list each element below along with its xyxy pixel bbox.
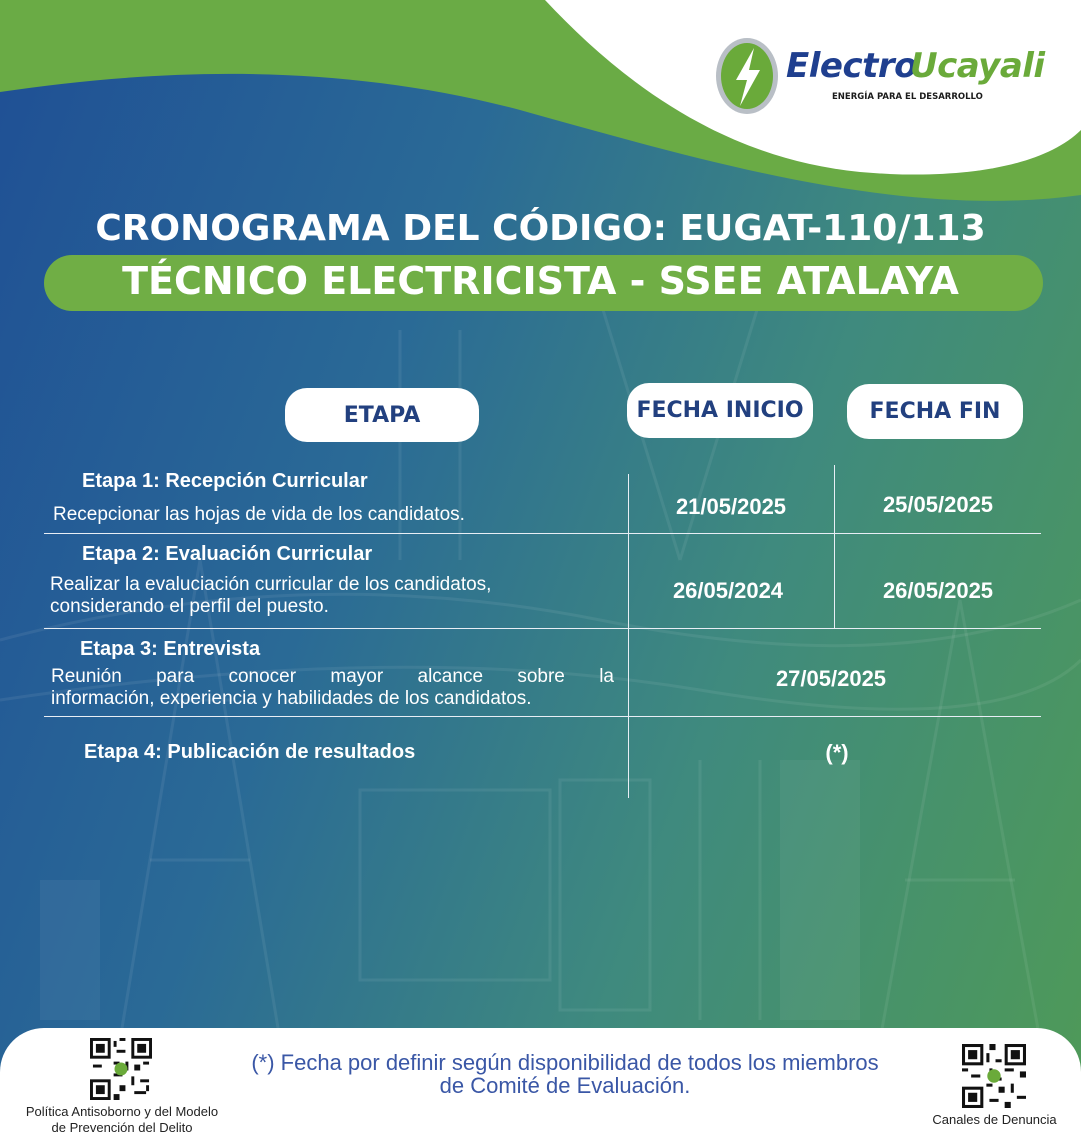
table-divider (44, 716, 1041, 717)
stage-2-title: Etapa 2: Evaluación Curricular (82, 543, 373, 565)
antibribery-caption-line2: de Prevención del Delito (51, 1120, 193, 1135)
qr-code-icon[interactable] (90, 1038, 152, 1100)
position-title: TÉCNICO ELECTRICISTA - SSEE ATALAYA (122, 259, 959, 303)
table-divider (44, 628, 1041, 629)
stage-2-end-date: 26/05/2025 (882, 578, 994, 603)
brand-name-part2: Ucayali (910, 46, 1045, 86)
header-end-date: FECHA FIN (847, 384, 1023, 439)
stage-1-end-date: 25/05/2025 (882, 492, 994, 517)
antibribery-caption-line1: Política Antisoborno y del Modelo (25, 1104, 219, 1119)
footnote-line1: (*) Fecha por definir según disponibilidad de todos los miembros (251, 1050, 879, 1075)
stage-1-start-date: 21/05/2025 (675, 494, 787, 519)
stage-4-title: Etapa 4: Publicación de resultados (84, 741, 416, 763)
stage-3-description-line2: información, experiencia y habilidades de los candidatos. (51, 688, 532, 709)
stage-3-description-line1: Reunión para conocer mayor alcance sobre la (51, 666, 614, 687)
brand-logo (714, 36, 1045, 116)
stage-2-start-date: 26/05/2024 (672, 578, 784, 603)
complaints-caption: Canales de Denuncia (932, 1112, 1057, 1127)
stage-4-date: (*) (825, 740, 849, 765)
lightning-bolt-icon (714, 36, 780, 116)
header-start-date: FECHA INICIO (627, 383, 813, 438)
qr-code-icon[interactable] (962, 1044, 1026, 1108)
stage-2-description-line1: Realizar la evaluciación curricular de los candidatos, (50, 574, 492, 595)
brand-tagline: ENERGÍA PARA EL DESARROLLO (832, 92, 983, 102)
header-stage: ETAPA (285, 388, 479, 442)
brand-name-part1: Electro (786, 46, 917, 86)
footnote-line2: de Comité de Evaluación. (439, 1073, 691, 1098)
table-divider (44, 533, 1041, 534)
stage-3-date: 27/05/2025 (775, 666, 887, 691)
stage-3-title: Etapa 3: Entrevista (80, 638, 261, 660)
stage-1-title: Etapa 1: Recepción Curricular (82, 470, 368, 492)
schedule-title: CRONOGRAMA DEL CÓDIGO: EUGAT-110/113 (95, 208, 986, 249)
stage-2-description-line2: considerando el perfil del puesto. (50, 596, 329, 617)
stage-1-description: Recepcionar las hojas de vida de los candidatos. (53, 504, 465, 525)
